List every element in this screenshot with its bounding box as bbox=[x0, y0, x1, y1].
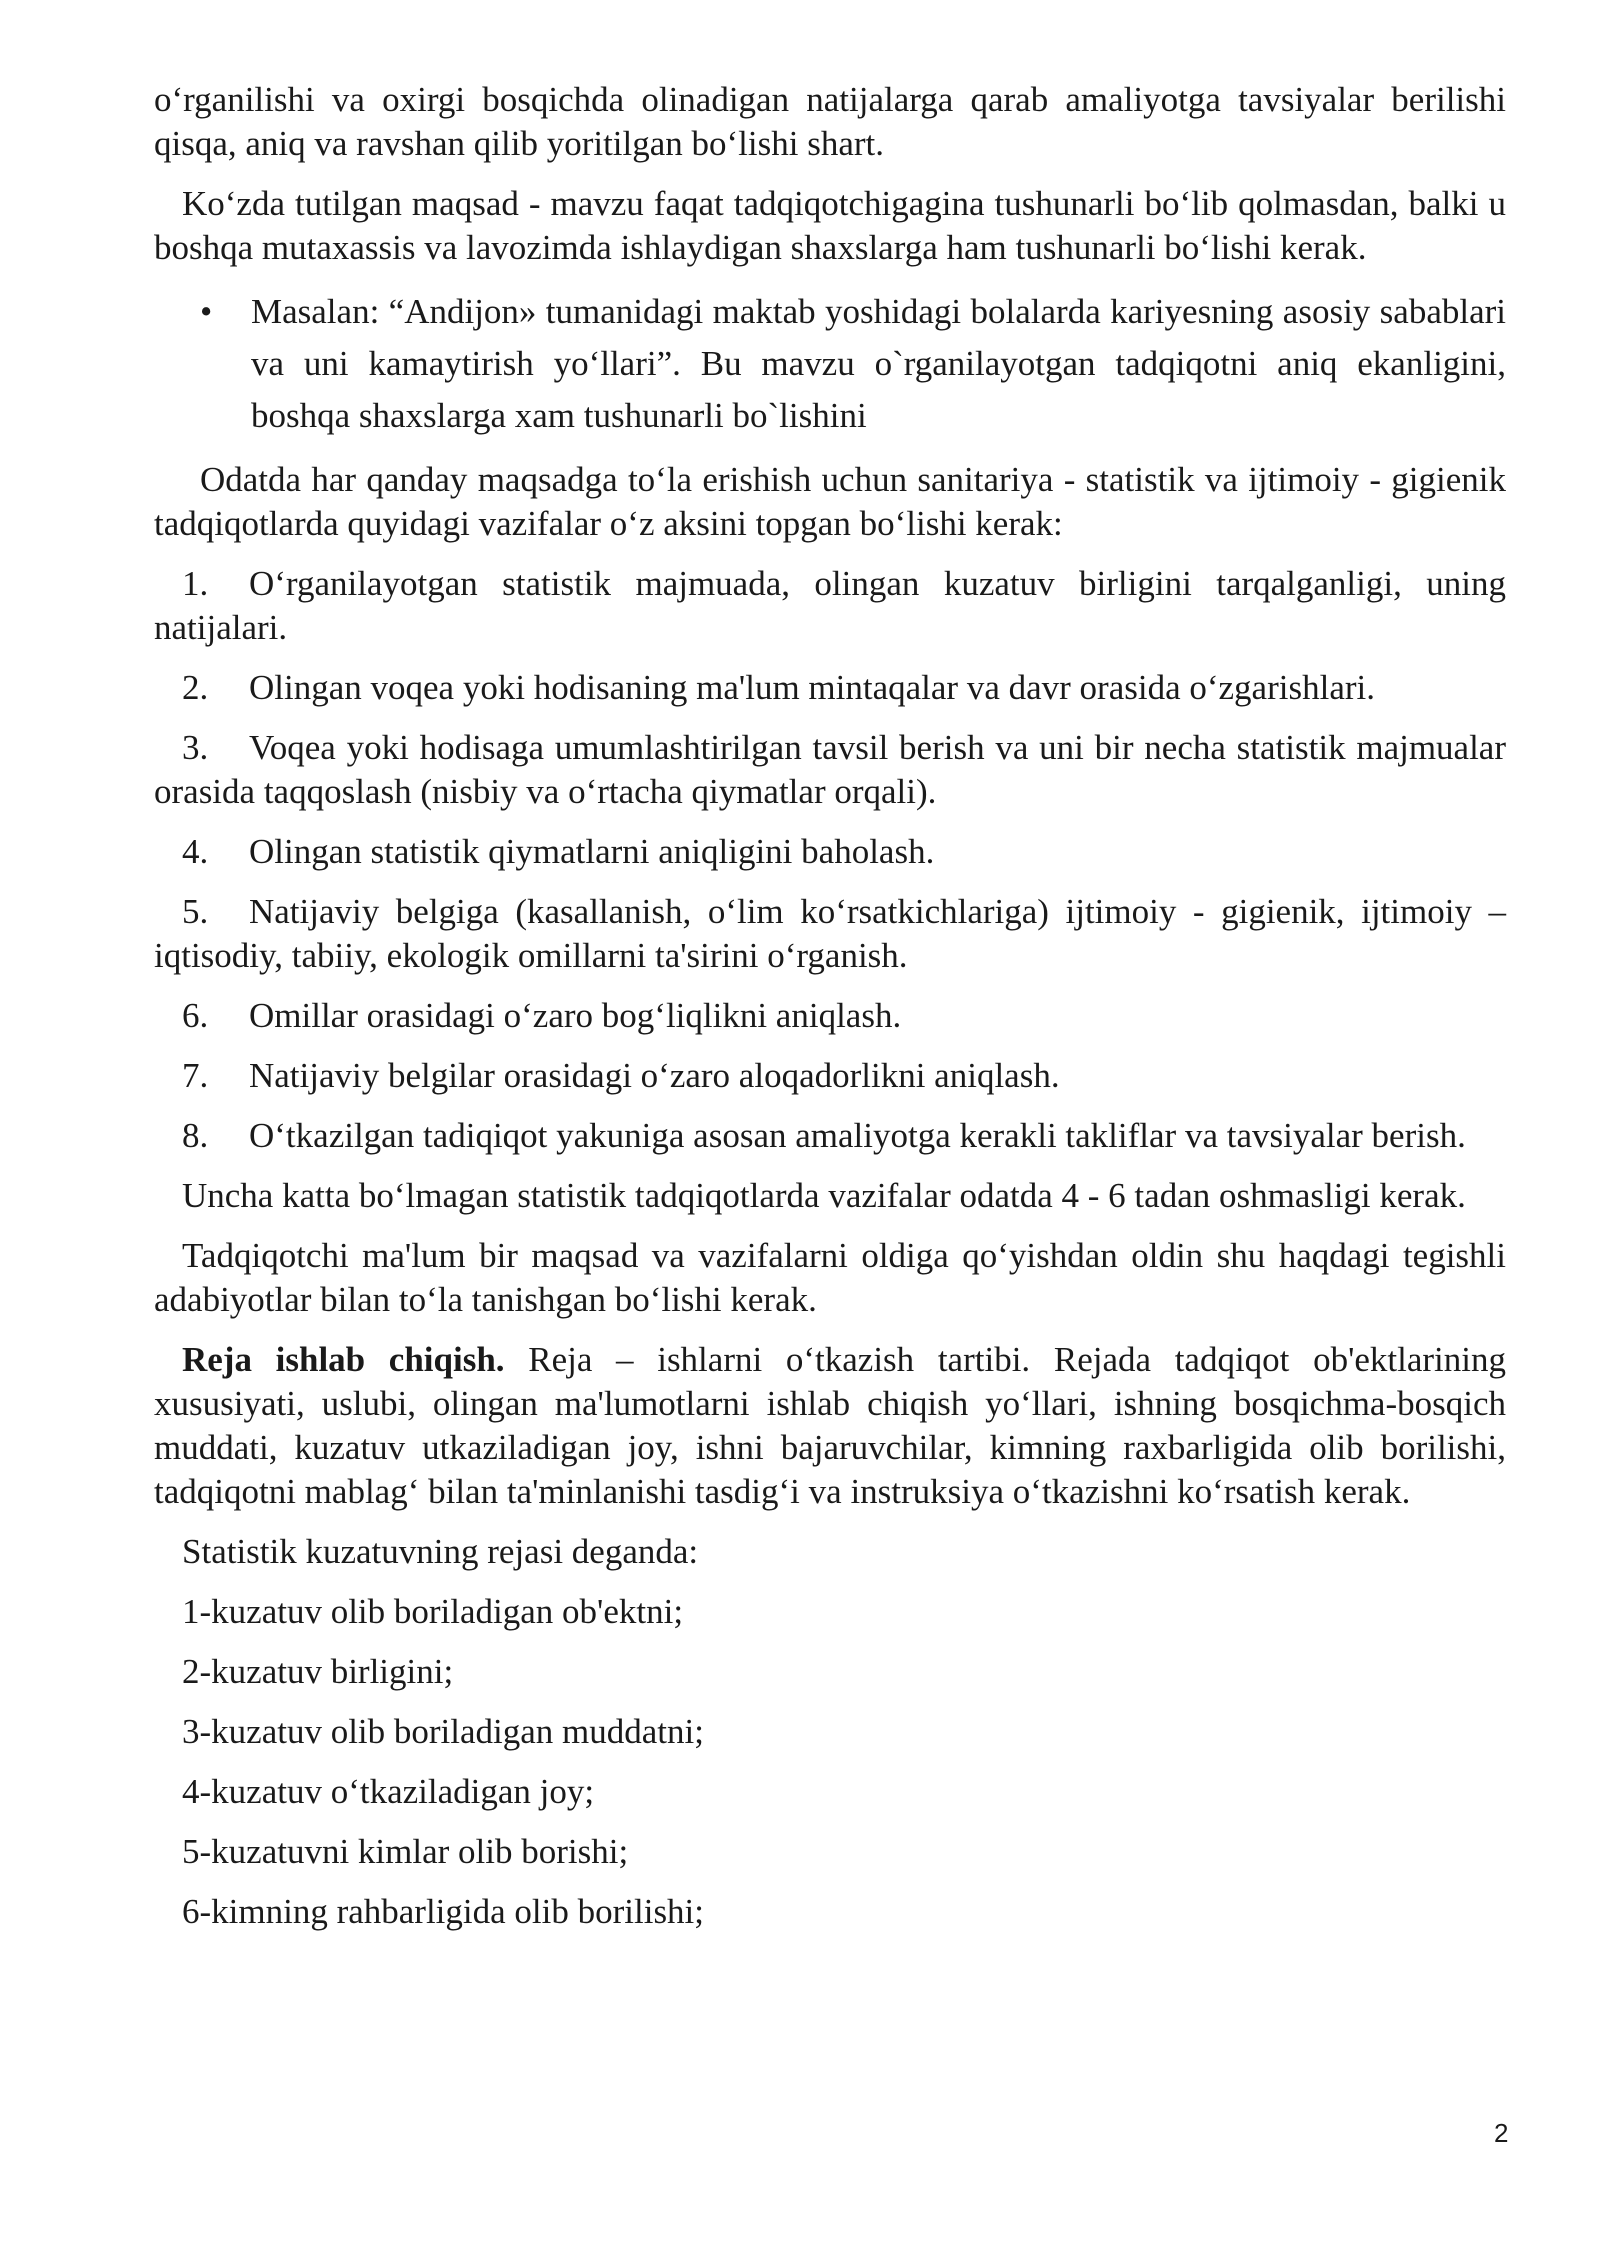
plan-heading: Reja ishlab chiqish. bbox=[182, 1340, 505, 1379]
plan-intro: Statistik kuzatuvning rejasi deganda: bbox=[182, 1532, 699, 1571]
paragraph-literature: Tadqiqotchi ma'lum bir maqsad va vazifalarni oldiga qo‘yishdan oldin shu haqdagi tegishli adabiyotlar bilan to‘la tanishgan bo‘lishi kerak. bbox=[154, 1236, 1506, 1319]
task-item bbox=[154, 726, 1506, 814]
task-number: 1. bbox=[182, 564, 209, 603]
task-number: 3. bbox=[182, 728, 209, 767]
bullet-dot-icon: • bbox=[200, 292, 213, 331]
task-number: 2. bbox=[182, 668, 209, 707]
task-text: Omillar orasidagi o‘zaro bog‘liqlikni aniqlash. bbox=[249, 996, 902, 1035]
task-number: 7. bbox=[182, 1056, 209, 1095]
paragraph-plan-development bbox=[154, 1338, 1506, 1514]
plan-item: 4-kuzatuv o‘tkaziladigan joy; bbox=[182, 1772, 595, 1811]
paragraph-task-count: Uncha katta bo‘lmagan statistik tadqiqotlarda vazifalar odatda 4 - 6 tadan oshmasligi kerak. bbox=[182, 1176, 1466, 1215]
plan-item: 2-kuzatuv birligini; bbox=[182, 1652, 454, 1691]
paragraph-intro-continuation: o‘rganilishi va oxirgi bosqichda olinadigan natijalarga qarab amaliyotga tavsiyalar berilishi qisqa, aniq va ravshan qilib yoritilgan bo‘lishi shart. bbox=[154, 80, 1506, 163]
task-number: 8. bbox=[182, 1116, 209, 1155]
task-item bbox=[154, 994, 1506, 1038]
task-item bbox=[154, 830, 1506, 874]
task-item bbox=[154, 1054, 1506, 1098]
task-item bbox=[154, 890, 1506, 978]
bullet-example-text: Masalan: “Andijon» tumanidagi maktab yoshidagi bolalarda kariyesning asosiy sabablari va uni kamaytirish yo‘llari”. Bu mavzu o`rganilayotgan tadqiqotni aniq ekanligini, boshqa shaxslarga xam tushunarli bo`lishini bbox=[251, 292, 1506, 435]
plan-item: 1-kuzatuv olib boriladigan ob'ektni; bbox=[182, 1592, 684, 1631]
paragraph-tasks-intro: Odatda har qanday maqsadga to‘la erishish uchun sanitariya - statistik va ijtimoiy - gigienik tadqiqotlarda quyidagi vazifalar o‘z aksini topgan bo‘lishi kerak: bbox=[154, 460, 1506, 543]
task-number: 5. bbox=[182, 892, 209, 931]
paragraph-goal: Ko‘zda tutilgan maqsad - mavzu faqat tadqiqotchigagina tushunarli bo‘lib qolmasdan, balki u boshqa mutaxassis va lavozimda ishlaydigan shaxslarga ham tushunarli bo‘lishi kerak. bbox=[154, 184, 1506, 267]
task-number: 6. bbox=[182, 996, 209, 1035]
task-text: O‘tkazilgan tadiqiqot yakuniga asosan amaliyotga kerakli takliflar va tavsiyalar berish. bbox=[249, 1116, 1466, 1155]
task-text: Natijaviy belgilar orasidagi o‘zaro aloqadorlikni aniqlash. bbox=[249, 1056, 1060, 1095]
plan-description: Reja – ishlarni o‘tkazish tartibi. Rejada tadqiqot ob'ektlarining xususiyati, uslubi, olingan ma'lumotlarni ishlab chiqish yo‘llari, ishning bosqichma-bosqich muddati, kuzatuv utkaziladigan joy, ishni bajaruvchilar, kimning raxbarligida olib borilishi, tadqiqotni mablag‘ bilan ta'minlanishi tasdig‘i va instruksiya o‘tkazishni ko‘rsatish kerak. bbox=[154, 1340, 1506, 1511]
bullet-example bbox=[154, 286, 1506, 442]
task-text: O‘rganilayotgan statistik majmuada, olingan kuzatuv birligini tarqalganligi, uning natijalari. bbox=[154, 564, 1506, 647]
plan-item: 5-kuzatuvni kimlar olib borishi; bbox=[182, 1832, 629, 1871]
task-text: Natijaviy belgiga (kasallanish, o‘lim ko‘rsatkichlariga) ijtimoiy - gigienik, ijtimoiy – iqtisodiy, tabiiy, ekologik omillarni ta'sirini o‘rganish. bbox=[154, 892, 1506, 975]
task-text: Olingan voqea yoki hodisaning ma'lum mintaqalar va davr orasida o‘zgarishlari. bbox=[249, 668, 1375, 707]
plan-item: 6-kimning rahbarligida olib borilishi; bbox=[182, 1892, 705, 1931]
task-item bbox=[154, 666, 1506, 710]
task-item bbox=[154, 1114, 1506, 1158]
task-item bbox=[154, 562, 1506, 650]
page-number: 2 bbox=[1494, 2118, 1509, 2148]
tasks-list bbox=[154, 562, 1506, 1158]
task-text: Olingan statistik qiymatlarni aniqligini baholash. bbox=[249, 832, 935, 871]
task-text: Voqea yoki hodisaga umumlashtirilgan tavsil berish va uni bir necha statistik majmualar orasida taqqoslash (nisbiy va o‘rtacha qiymatlar orqali). bbox=[154, 728, 1506, 811]
plan-item: 3-kuzatuv olib boriladigan muddatni; bbox=[182, 1712, 704, 1751]
page-content bbox=[154, 78, 1506, 1950]
task-number: 4. bbox=[182, 832, 209, 871]
